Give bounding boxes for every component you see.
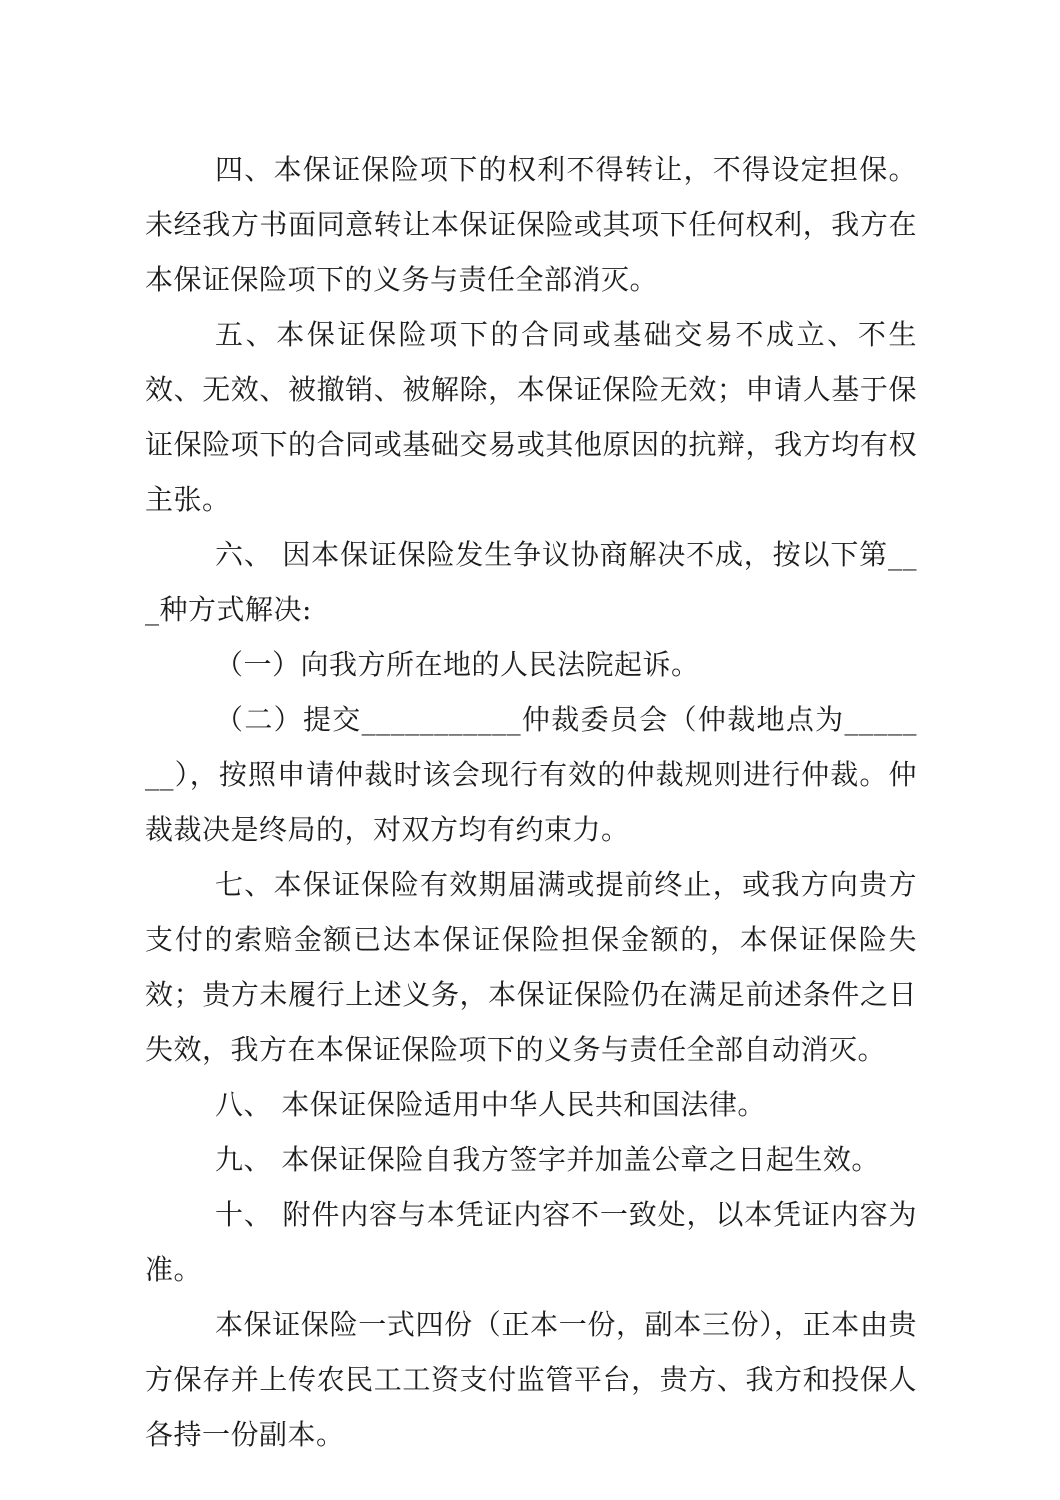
clause-4: 四、本保证保险项下的权利不得转让，不得设定担保。未经我方书面同意转让本保证保险或其项下任何权利，我方在本保证保险项下的义务与责任全部消灭。 xyxy=(145,153,917,296)
clause-8: 八、 本保证保险适用中华人民共和国法律。 xyxy=(215,1088,766,1121)
clause-7: 七、本保证保险有效期届满或提前终止，或我方向贵方支付的索赔金额已达本保证保险担保金额的，本保证保险失效；贵方未履行上述义务，本保证保险仍在满足前述条件之日失效，我方在本保证保险项下的义务与责任全部自动消灭。 xyxy=(145,868,917,1066)
closing-paragraph: 本保证保险一式四份（正本一份，副本三份），正本由贵方保存并上传农民工工资支付监管平台，贵方、我方和投保人各持一份副本。 xyxy=(145,1308,917,1451)
clause-10: 十、 附件内容与本凭证内容不一致处，以本凭证内容为准。 xyxy=(145,1198,917,1286)
clause-6-item-2: （二）提交___________仲裁委员会（仲裁地点为_______），按照申请仲裁时该会现行有效的仲裁规则进行仲裁。仲裁裁决是终局的，对双方均有约束力。 xyxy=(145,703,917,846)
clause-6-item-1: （一）向我方所在地的人民法院起诉。 xyxy=(215,648,700,681)
clause-6: 六、 因本保证保险发生争议协商解决不成，按以下第___种方式解决: xyxy=(145,538,917,626)
clause-5: 五、本保证保险项下的合同或基础交易不成立、不生效、无效、被撤销、被解除，本保证保险无效；申请人基于保证保险项下的合同或基础交易或其他原因的抗辩，我方均有权主张。 xyxy=(145,318,917,516)
clause-9: 九、 本保证保险自我方签字并加盖公章之日起生效。 xyxy=(215,1143,880,1176)
document-body xyxy=(145,142,917,1462)
